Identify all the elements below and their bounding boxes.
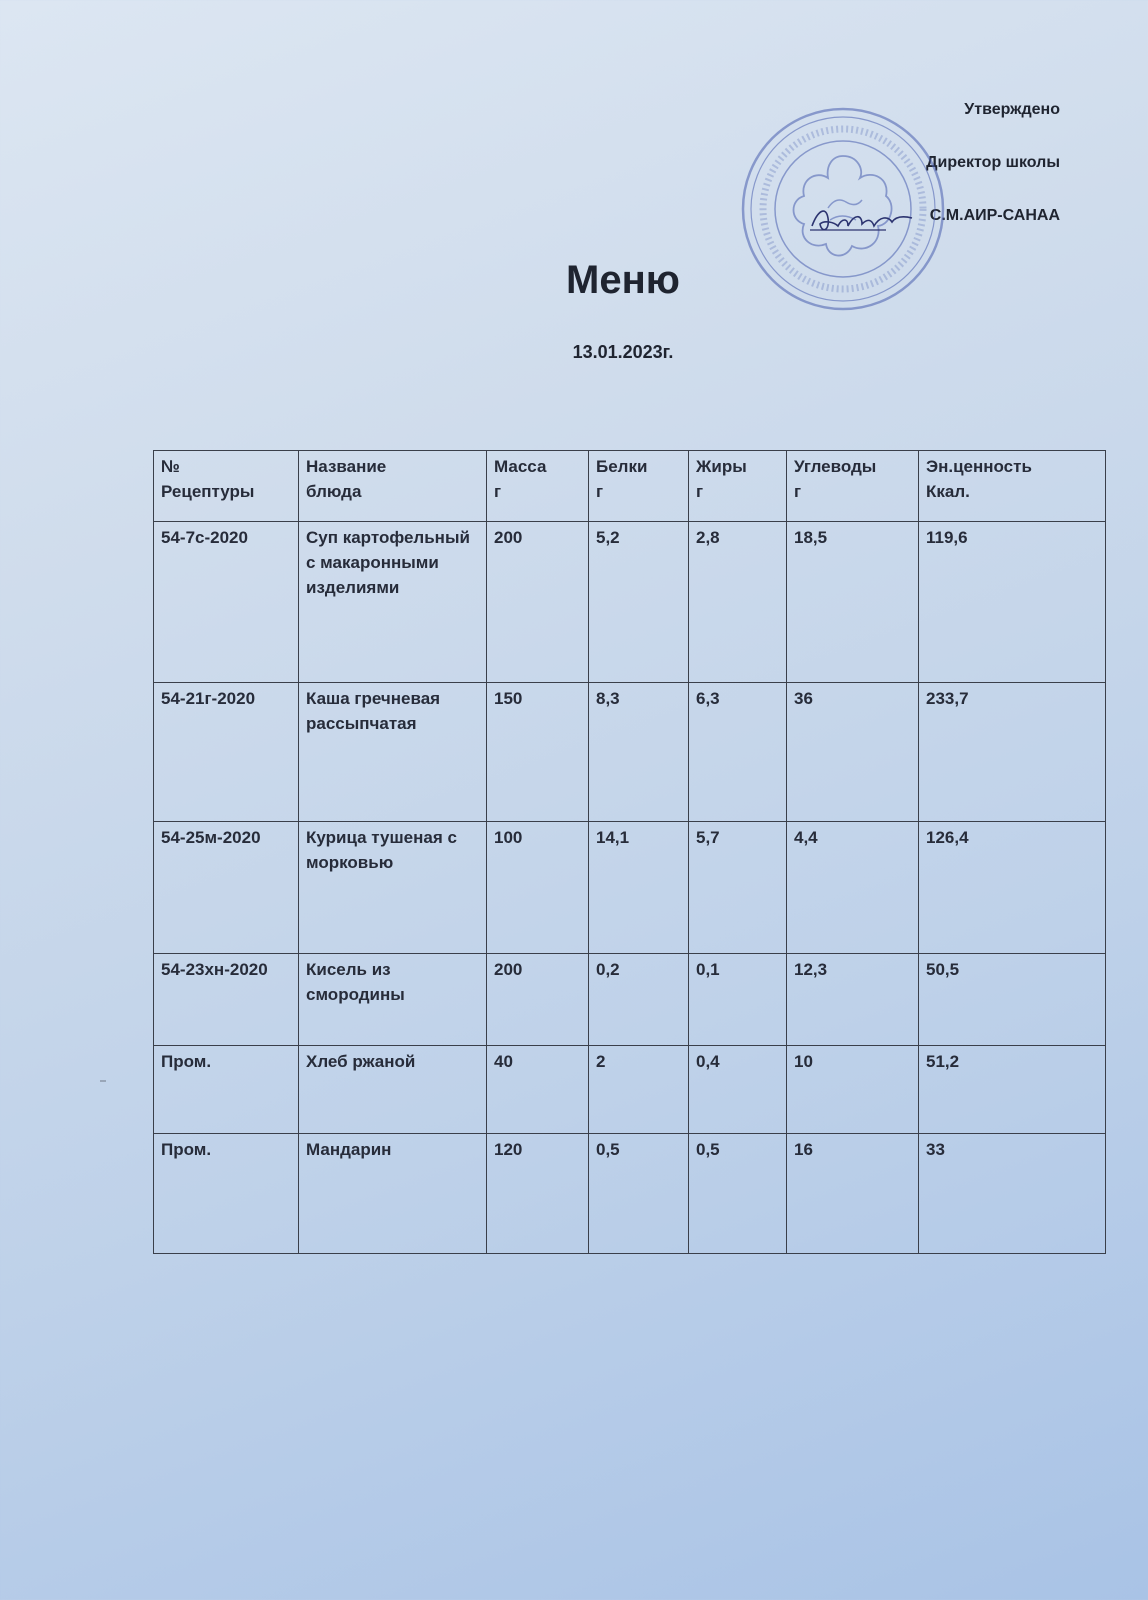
cell-protein: 0,5 — [589, 1134, 689, 1254]
cell-carbs: 4,4 — [787, 822, 919, 954]
director-name: С.М.АИР-САНАА — [929, 207, 1060, 224]
menu-date: 13.01.2023г. — [572, 342, 674, 362]
cell-dish: Хлеб ржаной — [299, 1046, 487, 1134]
cell-protein: 0,2 — [589, 954, 689, 1046]
cell-recipe: 54-21г-2020 — [154, 683, 299, 822]
table-header-row — [154, 451, 1106, 522]
cell-energy: 126,4 — [919, 822, 1106, 954]
cell-mass: 100 — [487, 822, 589, 954]
header-mass: Масса г — [487, 451, 589, 522]
cell-recipe: 54-23хн-2020 — [154, 954, 299, 1046]
cell-fat: 0,1 — [689, 954, 787, 1046]
table-row — [154, 1134, 1106, 1254]
cell-energy: 33 — [919, 1134, 1106, 1254]
cell-carbs: 12,3 — [787, 954, 919, 1046]
cell-carbs: 16 — [787, 1134, 919, 1254]
cell-energy: 233,7 — [919, 683, 1106, 822]
cell-mass: 40 — [487, 1046, 589, 1134]
menu-table — [153, 450, 1106, 1254]
cell-recipe: Пром. — [154, 1046, 299, 1134]
cell-fat: 0,4 — [689, 1046, 787, 1134]
cell-dish: Мандарин — [299, 1134, 487, 1254]
cell-fat: 6,3 — [689, 683, 787, 822]
cell-protein: 2 — [589, 1046, 689, 1134]
director-signature — [808, 200, 918, 240]
cell-dish: Каша гречневая рассыпчатая — [299, 683, 487, 822]
cell-protein: 8,3 — [589, 683, 689, 822]
header-protein: Белки г — [589, 451, 689, 522]
cell-mass: 150 — [487, 683, 589, 822]
header-recipe-number: № Рецептуры — [154, 451, 299, 522]
cell-dish: Кисель из смородины — [299, 954, 487, 1046]
cell-mass: 200 — [487, 954, 589, 1046]
cell-protein: 5,2 — [589, 522, 689, 683]
cell-dish: Курица тушеная с морковью — [299, 822, 487, 954]
approved-label: Утверждено — [964, 101, 1060, 118]
cell-energy: 50,5 — [919, 954, 1106, 1046]
cell-recipe: 54-7с-2020 — [154, 522, 299, 683]
cell-mass: 200 — [487, 522, 589, 683]
cell-fat: 0,5 — [689, 1134, 787, 1254]
cell-dish: Суп картофельный с макаронными изделиями — [299, 522, 487, 683]
header-carbs: Углеводы г — [787, 451, 919, 522]
cell-fat: 5,7 — [689, 822, 787, 954]
cell-carbs: 36 — [787, 683, 919, 822]
table-row — [154, 954, 1106, 1046]
cell-protein: 14,1 — [589, 822, 689, 954]
table-row — [154, 822, 1106, 954]
table-row — [154, 1046, 1106, 1134]
cell-energy: 119,6 — [919, 522, 1106, 683]
cell-recipe: 54-25м-2020 — [154, 822, 299, 954]
header-dish-name: Название блюда — [299, 451, 487, 522]
cell-mass: 120 — [487, 1134, 589, 1254]
header-fat: Жиры г — [689, 451, 787, 522]
page-title: Меню — [566, 258, 680, 302]
paper-speck — [100, 1080, 106, 1082]
director-position: Директор школы — [926, 154, 1060, 171]
cell-recipe: Пром. — [154, 1134, 299, 1254]
header-energy: Эн.ценность Ккал. — [919, 451, 1106, 522]
cell-energy: 51,2 — [919, 1046, 1106, 1134]
cell-carbs: 18,5 — [787, 522, 919, 683]
table-row — [154, 522, 1106, 683]
table-row — [154, 683, 1106, 822]
cell-fat: 2,8 — [689, 522, 787, 683]
cell-carbs: 10 — [787, 1046, 919, 1134]
